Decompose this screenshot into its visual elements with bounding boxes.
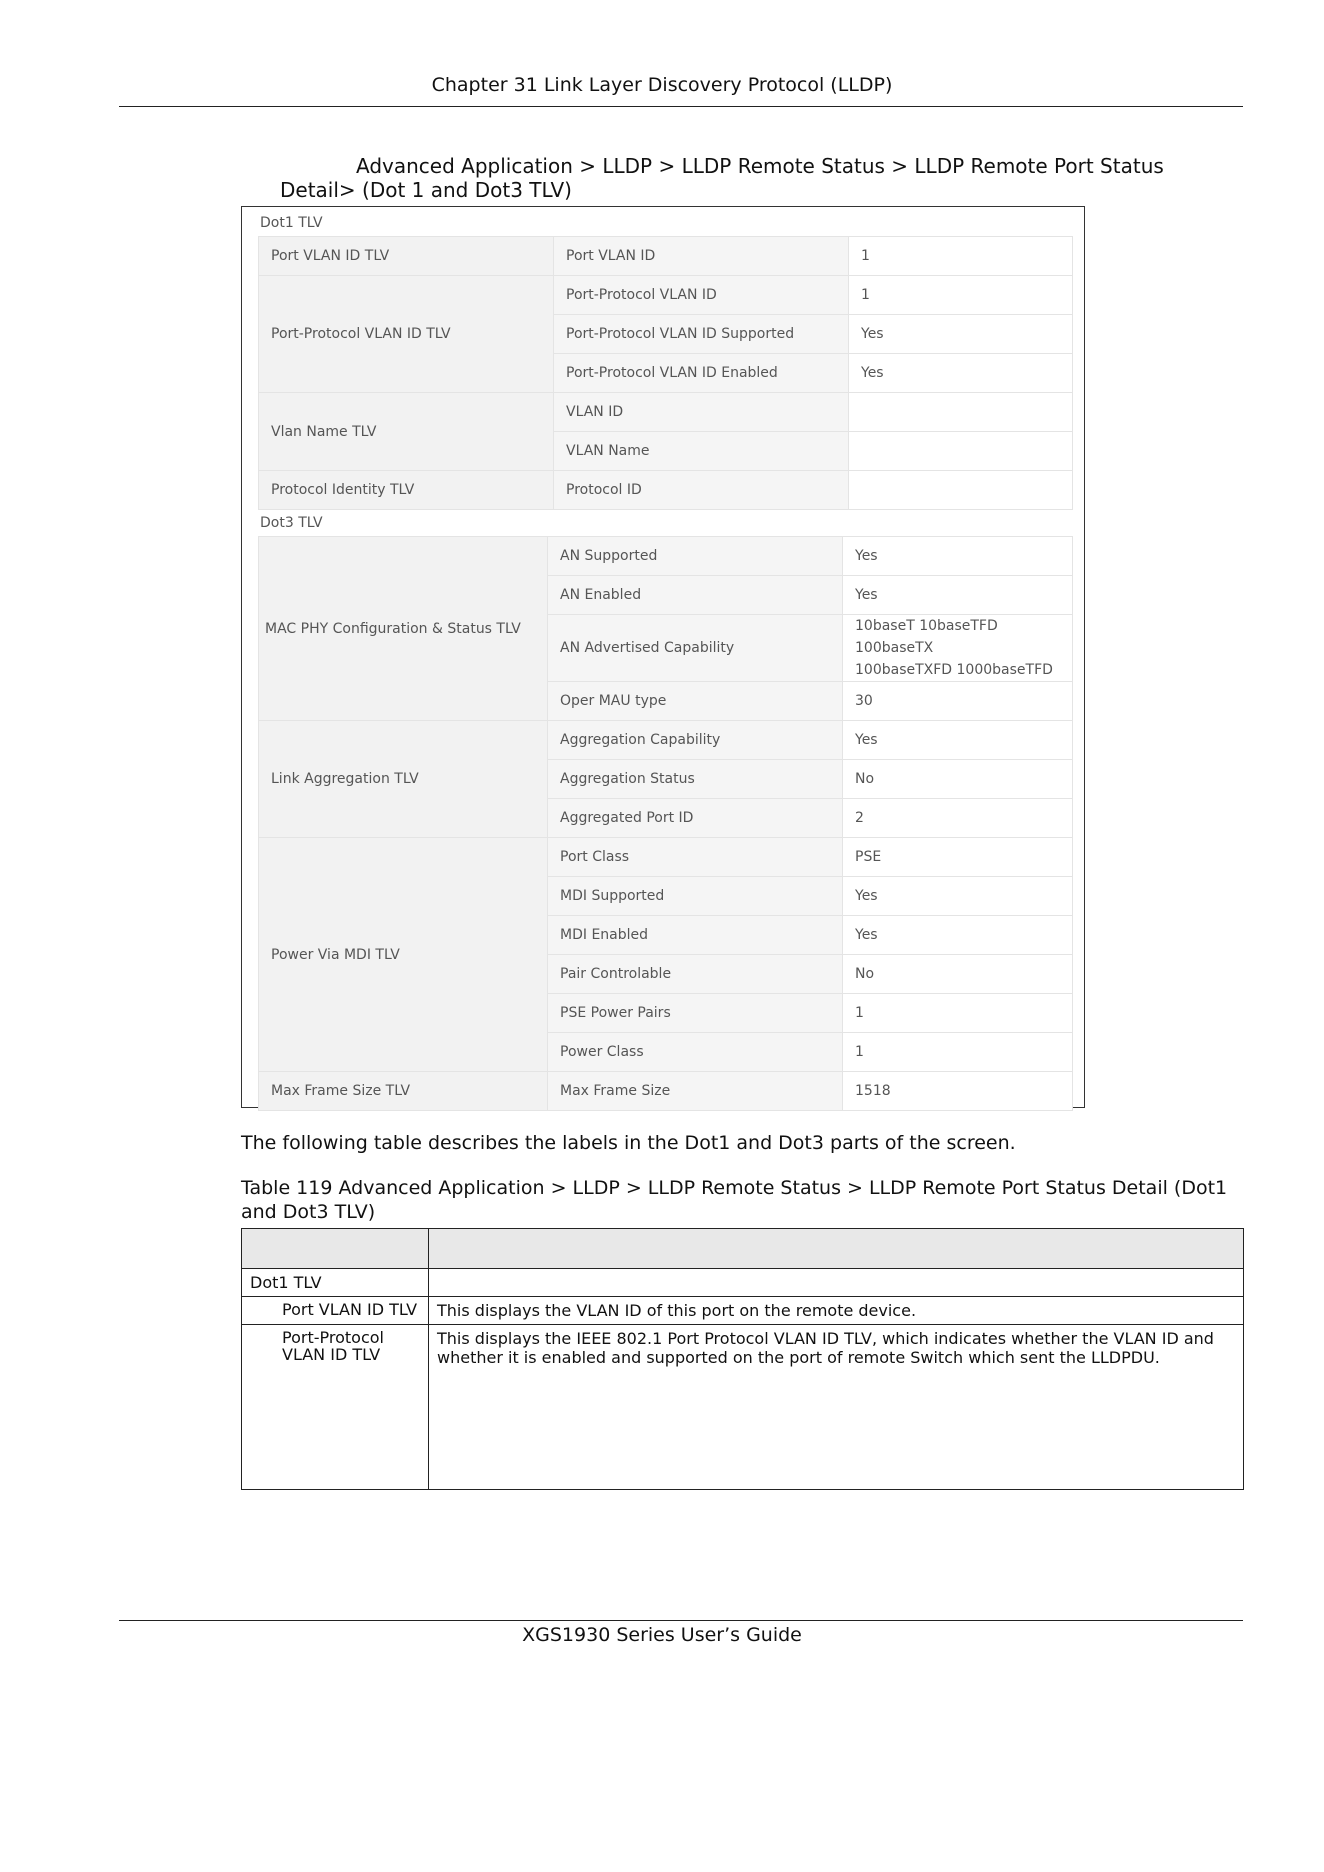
group-protocol-identity-tlv: Protocol Identity TLV: [259, 471, 554, 510]
field-vlan-name: VLAN Name: [554, 432, 849, 471]
field-vlan-id: VLAN ID: [554, 393, 849, 432]
value-an-supported: Yes: [843, 537, 1073, 576]
value-agg-capability: Yes: [843, 721, 1073, 760]
dot1-table: [258, 236, 1073, 510]
group-mac-phy-tlv: MAC PHY Configuration & Status TLV: [259, 537, 548, 721]
field-port-vlan-id: Port VLAN ID: [554, 237, 849, 276]
screenshot-panel: [241, 206, 1085, 1108]
group-port-vlan-id-tlv: Port VLAN ID TLV: [259, 237, 554, 276]
value-pse-power-pairs: 1: [843, 994, 1073, 1033]
group-vlan-name-tlv: Vlan Name TLV: [259, 393, 554, 471]
table-row: [242, 1269, 1244, 1297]
table-row: [242, 1297, 1244, 1325]
dot1-section-label: Dot1 TLV: [260, 215, 323, 231]
value-agg-port: 2: [843, 799, 1073, 838]
value-vlan-id: [849, 393, 1073, 432]
value-max-frame-size: 1518: [843, 1072, 1073, 1111]
field-mdi-enabled: MDI Enabled: [548, 916, 843, 955]
field-agg-status: Aggregation Status: [548, 760, 843, 799]
value-pair-controlable: No: [843, 955, 1073, 994]
page-footer: XGS1930 Series User’s Guide: [522, 1624, 802, 1646]
table-caption: Table 119 Advanced Application > LLDP > LLDP Remote Status > LLDP Remote Port Status Detail (Dot1 and Dot3 TLV): [241, 1177, 1228, 1223]
header-cell-description: [429, 1229, 1244, 1269]
section-description: [429, 1269, 1244, 1297]
value-an-enabled: Yes: [843, 576, 1073, 615]
description-table: [241, 1228, 1244, 1490]
value-power-class: 1: [843, 1033, 1073, 1072]
field-agg-capability: Aggregation Capability: [548, 721, 843, 760]
row-description: This displays the VLAN ID of this port on the remote device.: [429, 1297, 1244, 1325]
field-agg-port: Aggregated Port ID: [548, 799, 843, 838]
field-pair-controlable: Pair Controlable: [548, 955, 843, 994]
value-protocol-id: [849, 471, 1073, 510]
row-label: Port VLAN ID TLV: [242, 1297, 429, 1325]
dot3-table: [258, 536, 1073, 1111]
row-label: Port-Protocol VLAN ID TLV: [242, 1325, 429, 1490]
field-an-enabled: AN Enabled: [548, 576, 843, 615]
field-pp-enabled: Port-Protocol VLAN ID Enabled: [554, 354, 849, 393]
value-pp-enabled: Yes: [849, 354, 1073, 393]
value-an-advertised-line-2: 100baseTXFD 1000baseTFD: [855, 662, 1053, 678]
value-mdi-enabled: Yes: [843, 916, 1073, 955]
value-pp-vlan-id: 1: [849, 276, 1073, 315]
field-mdi-supported: MDI Supported: [548, 877, 843, 916]
field-pp-supported: Port-Protocol VLAN ID Supported: [554, 315, 849, 354]
section-label-dot1: Dot1 TLV: [242, 1269, 429, 1297]
value-vlan-name: [849, 432, 1073, 471]
field-pp-vlan-id: Port-Protocol VLAN ID: [554, 276, 849, 315]
value-oper-mau: 30: [843, 682, 1073, 721]
group-port-protocol-vlan-id-tlv: Port-Protocol VLAN ID TLV: [259, 276, 554, 393]
field-power-class: Power Class: [548, 1033, 843, 1072]
value-an-advertised: [843, 615, 1073, 682]
page-header: Chapter 31 Link Layer Discovery Protocol (LLDP): [431, 74, 893, 96]
group-max-frame-size-tlv: Max Frame Size TLV: [259, 1072, 548, 1111]
value-mdi-supported: Yes: [843, 877, 1073, 916]
description-table-header: [242, 1229, 1244, 1269]
field-max-frame-size: Max Frame Size: [548, 1072, 843, 1111]
field-an-advertised: AN Advertised Capability: [548, 615, 843, 682]
table-row: [242, 1325, 1244, 1490]
dot3-section-label: Dot3 TLV: [260, 515, 323, 531]
field-port-class: Port Class: [548, 838, 843, 877]
field-pse-power-pairs: PSE Power Pairs: [548, 994, 843, 1033]
value-port-vlan-id: 1: [849, 237, 1073, 276]
value-agg-status: No: [843, 760, 1073, 799]
value-port-class: PSE: [843, 838, 1073, 877]
header-cell-label: [242, 1229, 429, 1269]
group-power-via-mdi-tlv: Power Via MDI TLV: [259, 838, 548, 1072]
field-an-supported: AN Supported: [548, 537, 843, 576]
row-description: This displays the IEEE 802.1 Port Protocol VLAN ID TLV, which indicates whether the VLAN ID and whether it is enabled and supported on the port of remote Switch which sent the LLDPDU.: [429, 1325, 1244, 1490]
footer-rule: [119, 1620, 1243, 1621]
value-an-advertised-line-1: 10baseT 10baseTFD 100baseTX: [855, 618, 998, 656]
value-pp-supported: Yes: [849, 315, 1073, 354]
field-oper-mau: Oper MAU type: [548, 682, 843, 721]
figure-caption: Advanced Application > LLDP > LLDP Remote Status > LLDP Remote Port Status Detail> (Dot 1 and Dot3 TLV): [280, 154, 1164, 202]
intro-paragraph: The following table describes the labels in the Dot1 and Dot3 parts of the screen.: [241, 1132, 1016, 1154]
header-rule: [119, 106, 1243, 107]
group-link-aggregation-tlv: Link Aggregation TLV: [259, 721, 548, 838]
field-protocol-id: Protocol ID: [554, 471, 849, 510]
